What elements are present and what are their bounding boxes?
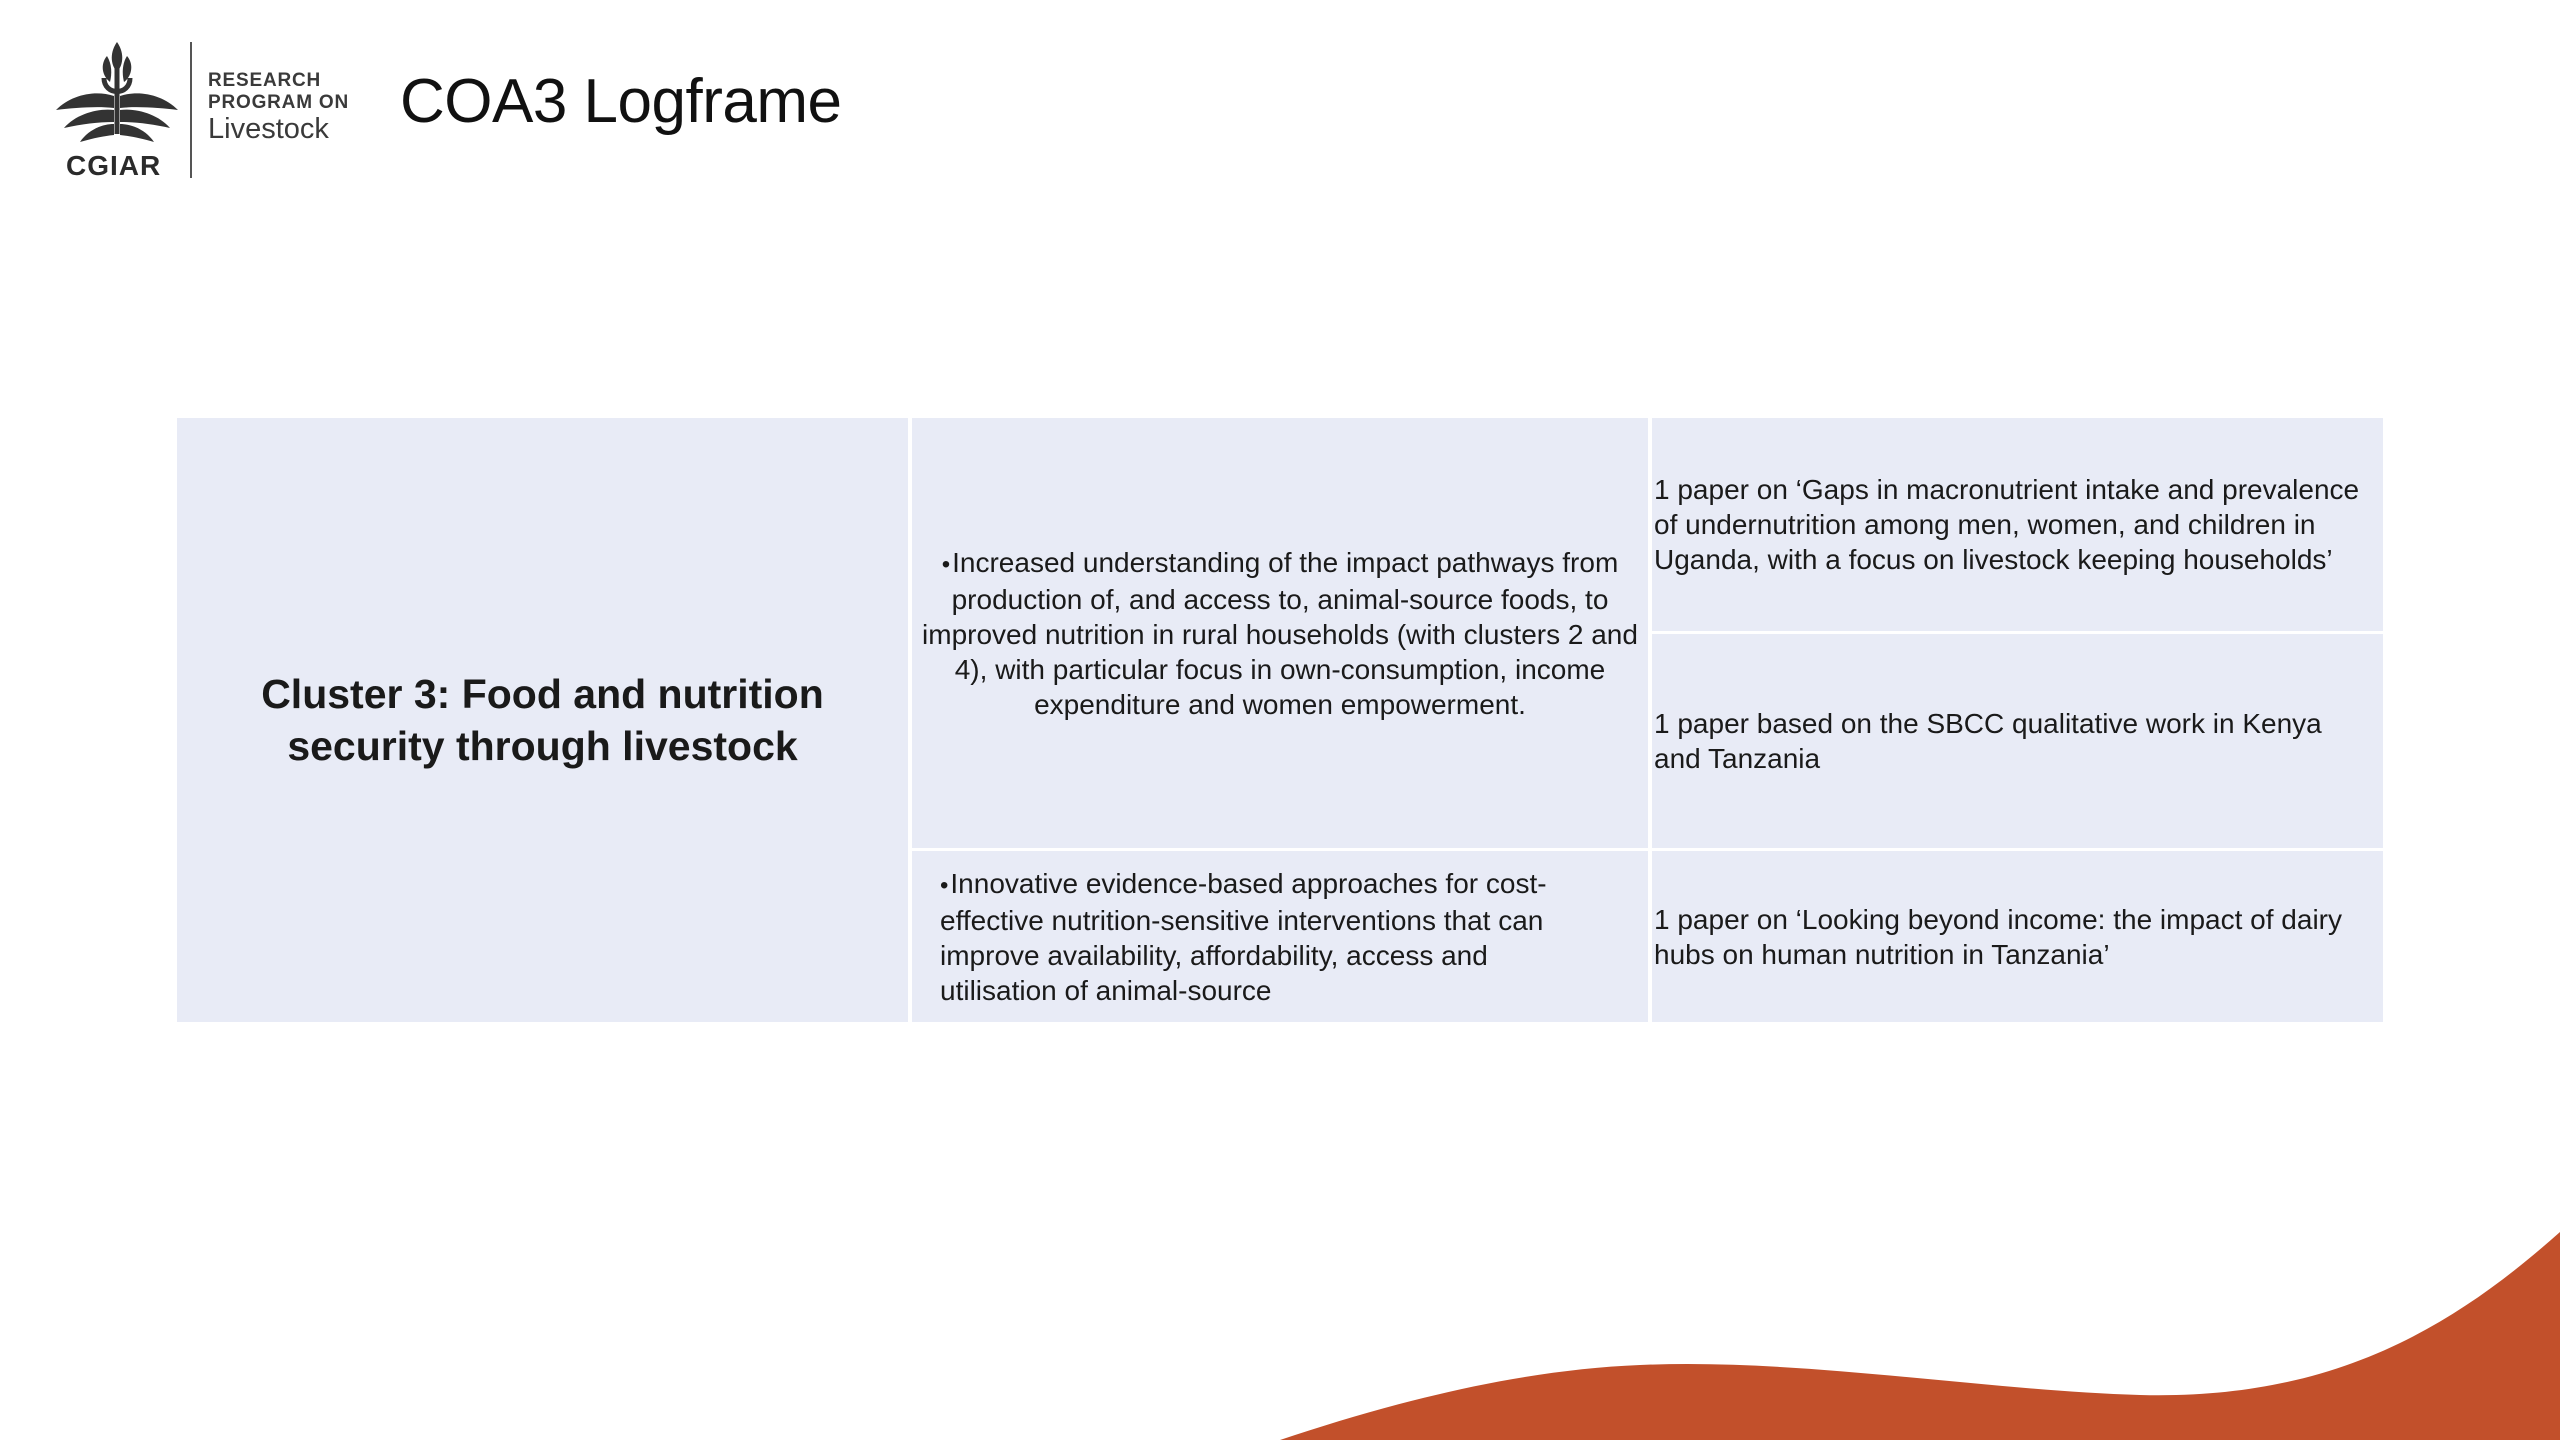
outcome-description: Increased understanding of the impact pathways from production of, and access to, animal-source foods, to improved nutrition in rural households (with clusters 2 and 4), with particular focus in own-consumption, income expenditure and women empowerment.	[922, 546, 1638, 720]
output-text-3: 1 paper on ‘Looking beyond income: the impact of dairy hubs on human nutrition in Tanzania’	[1654, 903, 2342, 970]
output-cell-3	[1652, 851, 2383, 1022]
output-cell-1	[1652, 418, 2383, 631]
outcome-text-2	[940, 866, 1608, 1008]
bullet-marker: •	[941, 550, 951, 578]
outcome-cell-1	[912, 418, 1648, 848]
cluster-title: Cluster 3: Food and nutrition security through livestock	[261, 671, 824, 769]
output-text-1: 1 paper on ‘Gaps in macronutrient intake and prevalence of undernutrition among men, women, and children in Uganda, with a focus on livestock keeping households’	[1654, 474, 2360, 575]
logo-divider	[190, 42, 192, 178]
logframe-table	[177, 418, 2383, 1022]
cluster-title-cell	[177, 418, 908, 1022]
outcome-cell-2	[912, 851, 1648, 1022]
logo-line-livestock: Livestock	[208, 113, 329, 145]
outcome-description: Innovative evidence-based approaches for cost-effective nutrition-sensitive interventions that can improve availability, affordability, access and utilisation of animal-source	[940, 867, 1547, 1006]
output-text-2: 1 paper based on the SBCC qualitative work in Kenya and Tanzania	[1654, 708, 2322, 774]
logo-line-program: PROGRAM ON	[208, 92, 349, 113]
cgiar-livestock-logo	[52, 38, 362, 188]
logo-org-name: CGIAR	[66, 150, 162, 181]
page-title: COA3 Logframe	[400, 67, 842, 136]
logo-program-text	[208, 70, 349, 145]
outcome-text-1	[922, 545, 1638, 722]
logo-line-research: RESEARCH	[208, 70, 322, 91]
output-cell-2	[1652, 634, 2383, 848]
bullet-marker: •	[940, 871, 949, 899]
